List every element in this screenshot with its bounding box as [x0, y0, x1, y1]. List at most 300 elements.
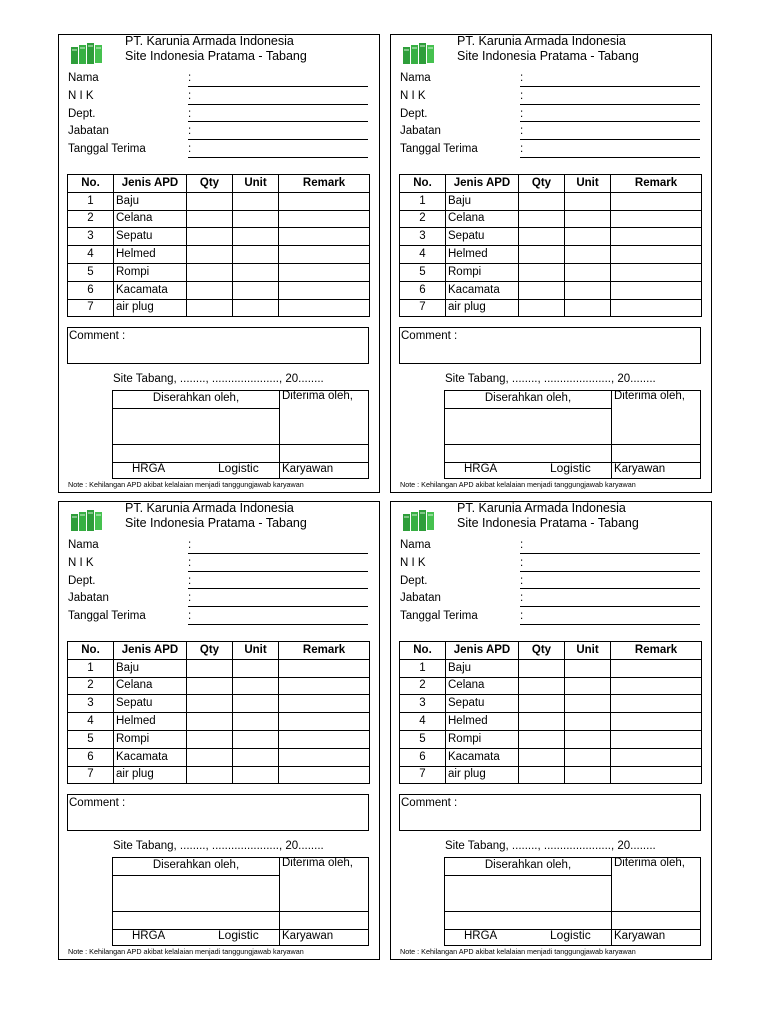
row-item: Sepatu [446, 228, 519, 246]
field-colon: : [520, 610, 524, 623]
note-text: Note : Kehilangan APD akibat kelalaian menjadi tanggungjawab karyawan [400, 947, 636, 956]
qty-cell[interactable] [519, 748, 565, 766]
row-item: Rompi [446, 263, 519, 281]
remark-cell[interactable] [279, 748, 370, 766]
qty-cell[interactable] [187, 730, 233, 748]
qty-cell[interactable] [519, 766, 565, 784]
given-by-label: Diserahkan oleh, [152, 859, 240, 871]
unit-cell[interactable] [233, 695, 279, 713]
comment-label: Comment : [401, 797, 458, 809]
row-no: 1 [68, 659, 114, 677]
row-item: Celana [446, 210, 519, 228]
qty-cell[interactable] [519, 263, 565, 281]
field-dept[interactable] [400, 573, 700, 591]
field-jabatan[interactable] [68, 590, 368, 608]
col-remark-header: Remark [611, 175, 702, 193]
unit-cell[interactable] [233, 299, 279, 317]
logistic-label: Logistic [218, 461, 259, 475]
signature-table [112, 857, 369, 946]
field-tanggal-terima[interactable] [400, 608, 700, 626]
unit-cell[interactable] [565, 192, 611, 210]
field-colon: : [188, 143, 192, 156]
field-colon: : [188, 107, 192, 120]
divider [279, 391, 280, 478]
col-remark-header: Remark [279, 642, 370, 660]
comment-box[interactable] [399, 794, 701, 831]
table-row [68, 246, 370, 264]
company-header [125, 501, 307, 531]
row-item: Rompi [446, 730, 519, 748]
unit-cell[interactable] [565, 677, 611, 695]
remark-cell[interactable] [279, 263, 370, 281]
row-item: air plug [446, 299, 519, 317]
field-underline [188, 553, 368, 554]
row-item: Baju [114, 659, 187, 677]
row-item: Sepatu [446, 695, 519, 713]
remark-cell[interactable] [611, 695, 702, 713]
divider [113, 444, 368, 445]
field-colon: : [520, 592, 524, 605]
comment-label: Comment : [401, 330, 458, 342]
divider [113, 408, 279, 409]
field-tanggal-terima[interactable] [68, 608, 368, 626]
row-no: 6 [68, 748, 114, 766]
qty-cell[interactable] [187, 210, 233, 228]
unit-cell[interactable] [233, 713, 279, 731]
logistic-label: Logistic [550, 928, 591, 942]
site-name: Site Indonesia Pratama - Tabang [457, 49, 639, 63]
unit-cell[interactable] [233, 677, 279, 695]
remark-cell[interactable] [611, 659, 702, 677]
table-row [68, 192, 370, 210]
row-no: 1 [68, 192, 114, 210]
unit-cell[interactable] [233, 730, 279, 748]
signature-table [444, 390, 701, 479]
logistic-label: Logistic [550, 461, 591, 475]
unit-cell[interactable] [565, 281, 611, 299]
qty-cell[interactable] [519, 695, 565, 713]
field-nik[interactable] [68, 88, 368, 106]
qty-cell[interactable] [187, 677, 233, 695]
field-jabatan[interactable] [400, 123, 700, 141]
field-underline [188, 104, 368, 105]
field-nama[interactable] [68, 70, 368, 88]
field-underline [520, 624, 700, 625]
col-no-header: No. [400, 642, 446, 660]
field-nama[interactable] [400, 537, 700, 555]
received-by-label: Diterima oleh, [282, 857, 353, 869]
table-header-row [68, 642, 370, 660]
unit-cell[interactable] [233, 748, 279, 766]
unit-cell[interactable] [233, 228, 279, 246]
site-date-line: Site Tabang, ........, ....................., 20........ [113, 840, 324, 852]
row-no: 5 [400, 263, 446, 281]
qty-cell[interactable] [187, 748, 233, 766]
field-colon: : [188, 610, 192, 623]
field-label: Dept. [68, 107, 96, 120]
qty-cell[interactable] [187, 713, 233, 731]
row-no: 7 [400, 299, 446, 317]
remark-cell[interactable] [279, 192, 370, 210]
table-row [400, 766, 702, 784]
table-header-row [400, 175, 702, 193]
row-no: 4 [400, 246, 446, 264]
comment-box[interactable] [399, 327, 701, 364]
company-header [457, 34, 639, 64]
row-item: Rompi [114, 263, 187, 281]
table-row [68, 713, 370, 731]
remark-cell[interactable] [279, 677, 370, 695]
table-header-row [400, 642, 702, 660]
qty-cell[interactable] [187, 281, 233, 299]
employee-fields [68, 537, 368, 626]
received-by-label: Diterima oleh, [614, 390, 685, 402]
field-dept[interactable] [400, 106, 700, 124]
remark-cell[interactable] [279, 766, 370, 784]
remark-cell[interactable] [611, 730, 702, 748]
field-nama[interactable] [400, 70, 700, 88]
divider [113, 875, 279, 876]
row-no: 6 [68, 281, 114, 299]
qty-cell[interactable] [519, 299, 565, 317]
col-remark-header: Remark [279, 175, 370, 193]
company-logo-icon [401, 41, 437, 65]
row-no: 5 [68, 263, 114, 281]
field-underline [520, 86, 700, 87]
remark-cell[interactable] [611, 210, 702, 228]
table-row [400, 263, 702, 281]
unit-cell[interactable] [233, 210, 279, 228]
signature-table [112, 390, 369, 479]
qty-cell[interactable] [187, 695, 233, 713]
field-underline [188, 571, 368, 572]
field-underline [520, 588, 700, 589]
company-name: PT. Karunia Armada Indonesia [457, 501, 626, 515]
row-item: Celana [114, 210, 187, 228]
field-underline [188, 624, 368, 625]
col-unit-header: Unit [233, 642, 279, 660]
qty-cell[interactable] [187, 246, 233, 264]
unit-cell[interactable] [565, 246, 611, 264]
remark-cell[interactable] [611, 766, 702, 784]
qty-cell[interactable] [187, 192, 233, 210]
table-row [400, 713, 702, 731]
unit-cell[interactable] [565, 695, 611, 713]
field-label: Jabatan [400, 592, 441, 605]
table-row [68, 695, 370, 713]
field-label: Tanggal Terima [400, 143, 478, 156]
remark-cell[interactable] [279, 228, 370, 246]
field-label: Dept. [400, 574, 428, 587]
qty-cell[interactable] [519, 713, 565, 731]
apd-table [67, 641, 370, 784]
remark-cell[interactable] [611, 677, 702, 695]
remark-cell[interactable] [611, 748, 702, 766]
unit-cell[interactable] [565, 210, 611, 228]
unit-cell[interactable] [565, 228, 611, 246]
remark-cell[interactable] [611, 299, 702, 317]
note-text: Note : Kehilangan APD akibat kelalaian menjadi tanggungjawab karyawan [68, 480, 304, 489]
table-row [68, 281, 370, 299]
field-label: N I K [68, 89, 94, 102]
row-item: Celana [114, 677, 187, 695]
remark-cell[interactable] [611, 281, 702, 299]
field-underline [520, 606, 700, 607]
row-no: 7 [400, 766, 446, 784]
company-logo-icon [69, 41, 105, 65]
given-by-label: Diserahkan oleh, [152, 392, 240, 404]
field-label: Jabatan [68, 592, 109, 605]
unit-cell[interactable] [565, 730, 611, 748]
logistic-label: Logistic [218, 928, 259, 942]
company-name: PT. Karunia Armada Indonesia [125, 501, 294, 515]
apd-receipt-card [390, 501, 712, 960]
unit-cell[interactable] [565, 748, 611, 766]
field-underline [188, 121, 368, 122]
qty-cell[interactable] [519, 228, 565, 246]
field-colon: : [520, 539, 524, 551]
row-item: air plug [114, 299, 187, 317]
table-row [400, 192, 702, 210]
qty-cell[interactable] [187, 263, 233, 281]
note-text: Note : Kehilangan APD akibat kelalaian menjadi tanggungjawab karyawan [400, 480, 636, 489]
table-row [68, 299, 370, 317]
given-by-label: Diserahkan oleh, [484, 392, 572, 404]
remark-cell[interactable] [611, 246, 702, 264]
unit-cell[interactable] [233, 659, 279, 677]
col-jenis-apd-header: Jenis APD [114, 175, 187, 193]
row-no: 2 [68, 210, 114, 228]
row-no: 3 [400, 228, 446, 246]
remark-cell[interactable] [279, 246, 370, 264]
table-row [68, 210, 370, 228]
remark-cell[interactable] [611, 713, 702, 731]
company-header [125, 34, 307, 64]
unit-cell[interactable] [233, 281, 279, 299]
field-tanggal-terima[interactable] [68, 141, 368, 159]
company-header [457, 501, 639, 531]
col-no-header: No. [400, 175, 446, 193]
row-item: Kacamata [114, 748, 187, 766]
field-label: N I K [400, 556, 426, 569]
col-no-header: No. [68, 642, 114, 660]
company-logo-icon [69, 508, 105, 532]
field-colon: : [188, 592, 192, 605]
field-label: Nama [68, 72, 99, 84]
signature-table [444, 857, 701, 946]
field-nik[interactable] [400, 88, 700, 106]
apd-receipt-card [58, 34, 380, 493]
field-underline [188, 86, 368, 87]
remark-cell[interactable] [279, 281, 370, 299]
qty-cell[interactable] [187, 228, 233, 246]
field-colon: : [520, 125, 524, 138]
divider [279, 858, 280, 945]
employee-fields [400, 537, 700, 626]
field-dept[interactable] [68, 106, 368, 124]
row-no: 5 [68, 730, 114, 748]
remark-cell[interactable] [279, 713, 370, 731]
divider [445, 444, 700, 445]
divider [611, 391, 612, 478]
karyawan-label: Karyawan [282, 930, 334, 942]
qty-cell[interactable] [519, 192, 565, 210]
col-qty-header: Qty [187, 175, 233, 193]
site-date-line: Site Tabang, ........, ....................., 20........ [113, 373, 324, 385]
row-item: Kacamata [446, 748, 519, 766]
field-underline [188, 588, 368, 589]
field-underline [520, 121, 700, 122]
remark-cell[interactable] [279, 659, 370, 677]
table-row [400, 228, 702, 246]
remark-cell[interactable] [279, 695, 370, 713]
row-item: Helmed [114, 713, 187, 731]
field-tanggal-terima[interactable] [400, 141, 700, 159]
note-text: Note : Kehilangan APD akibat kelalaian menjadi tanggungjawab karyawan [68, 947, 304, 956]
site-date-line: Site Tabang, ........, ....................., 20........ [445, 373, 656, 385]
table-row [68, 228, 370, 246]
col-qty-header: Qty [519, 642, 565, 660]
field-jabatan[interactable] [68, 123, 368, 141]
row-no: 4 [400, 713, 446, 731]
remark-cell[interactable] [279, 210, 370, 228]
field-label: Tanggal Terima [400, 610, 478, 623]
employee-fields [400, 70, 700, 159]
field-underline [520, 553, 700, 554]
table-row [68, 730, 370, 748]
site-name: Site Indonesia Pratama - Tabang [125, 49, 307, 63]
field-label: N I K [400, 89, 426, 102]
row-item: Helmed [114, 246, 187, 264]
qty-cell[interactable] [519, 281, 565, 299]
remark-cell[interactable] [279, 299, 370, 317]
col-jenis-apd-header: Jenis APD [114, 642, 187, 660]
row-no: 2 [400, 677, 446, 695]
remark-cell[interactable] [611, 263, 702, 281]
unit-cell[interactable] [565, 766, 611, 784]
remark-cell[interactable] [611, 192, 702, 210]
field-dept[interactable] [68, 573, 368, 591]
divider [113, 911, 368, 912]
apd-receipt-card [390, 34, 712, 493]
site-date-line: Site Tabang, ........, ....................., 20........ [445, 840, 656, 852]
karyawan-label: Karyawan [614, 930, 666, 942]
field-colon: : [188, 72, 192, 84]
field-underline [520, 104, 700, 105]
row-item: air plug [114, 766, 187, 784]
qty-cell[interactable] [187, 299, 233, 317]
qty-cell[interactable] [519, 659, 565, 677]
apd-table [67, 174, 370, 317]
field-underline [188, 139, 368, 140]
site-name: Site Indonesia Pratama - Tabang [457, 516, 639, 530]
hrga-label: HRGA [464, 463, 498, 475]
divider [445, 875, 611, 876]
apd-table [399, 641, 702, 784]
field-nama[interactable] [68, 537, 368, 555]
field-underline [188, 606, 368, 607]
field-underline [188, 157, 368, 158]
qty-cell[interactable] [519, 246, 565, 264]
table-row [400, 659, 702, 677]
unit-cell[interactable] [233, 766, 279, 784]
given-by-label: Diserahkan oleh, [484, 859, 572, 871]
col-unit-header: Unit [233, 175, 279, 193]
row-item: air plug [446, 766, 519, 784]
unit-cell[interactable] [233, 263, 279, 281]
remark-cell[interactable] [611, 228, 702, 246]
qty-cell[interactable] [187, 659, 233, 677]
col-remark-header: Remark [611, 642, 702, 660]
comment-box[interactable] [67, 327, 369, 364]
unit-cell[interactable] [565, 713, 611, 731]
karyawan-label: Karyawan [614, 463, 666, 475]
field-colon: : [188, 539, 192, 551]
qty-cell[interactable] [519, 677, 565, 695]
unit-cell[interactable] [565, 299, 611, 317]
divider [445, 408, 611, 409]
field-colon: : [520, 89, 524, 102]
col-no-header: No. [68, 175, 114, 193]
col-qty-header: Qty [187, 642, 233, 660]
company-name: PT. Karunia Armada Indonesia [125, 34, 294, 48]
comment-label: Comment : [69, 330, 126, 342]
row-no: 4 [68, 713, 114, 731]
row-no: 5 [400, 730, 446, 748]
company-name: PT. Karunia Armada Indonesia [457, 34, 626, 48]
table-row [400, 695, 702, 713]
unit-cell[interactable] [233, 192, 279, 210]
qty-cell[interactable] [519, 210, 565, 228]
comment-box[interactable] [67, 794, 369, 831]
comment-label: Comment : [69, 797, 126, 809]
field-nik[interactable] [68, 555, 368, 573]
row-no: 4 [68, 246, 114, 264]
row-no: 2 [68, 677, 114, 695]
field-colon: : [520, 72, 524, 84]
field-label: Dept. [68, 574, 96, 587]
field-underline [520, 139, 700, 140]
row-item: Baju [446, 659, 519, 677]
remark-cell[interactable] [279, 730, 370, 748]
qty-cell[interactable] [187, 766, 233, 784]
field-label: Nama [400, 72, 431, 84]
col-unit-header: Unit [565, 175, 611, 193]
row-item: Sepatu [114, 228, 187, 246]
col-unit-header: Unit [565, 642, 611, 660]
field-nik[interactable] [400, 555, 700, 573]
hrga-label: HRGA [464, 930, 498, 942]
field-jabatan[interactable] [400, 590, 700, 608]
table-row [400, 748, 702, 766]
table-row [68, 263, 370, 281]
field-colon: : [188, 89, 192, 102]
field-label: Tanggal Terima [68, 143, 146, 156]
row-no: 3 [400, 695, 446, 713]
row-no: 3 [68, 695, 114, 713]
unit-cell[interactable] [233, 246, 279, 264]
col-jenis-apd-header: Jenis APD [446, 642, 519, 660]
unit-cell[interactable] [565, 659, 611, 677]
field-underline [520, 571, 700, 572]
divider [611, 858, 612, 945]
qty-cell[interactable] [519, 730, 565, 748]
row-no: 7 [68, 766, 114, 784]
table-row [400, 210, 702, 228]
field-label: Dept. [400, 107, 428, 120]
field-colon: : [188, 574, 192, 587]
unit-cell[interactable] [565, 263, 611, 281]
